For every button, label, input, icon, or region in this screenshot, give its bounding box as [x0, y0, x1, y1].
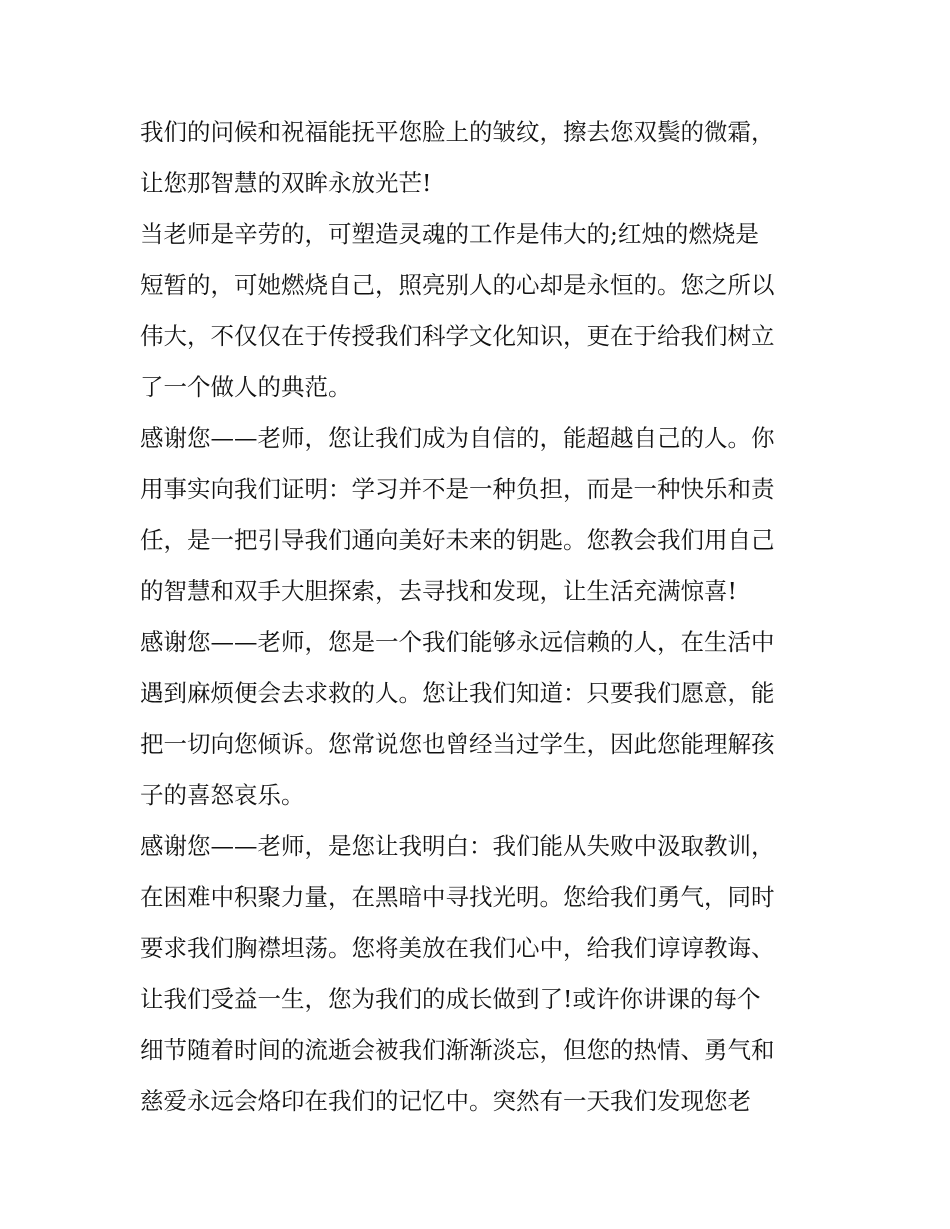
text-line: 慈爱永远会烙印在我们的记忆中。突然有一天我们发现您老: [140, 1087, 751, 1115]
text-line: 要求我们胸襟坦荡。您将美放在我们心中，给我们谆谆教诲、: [140, 934, 775, 962]
text-line: 把一切向您倾诉。您常说您也曾经当过学生，因此您能理解孩: [140, 730, 775, 758]
text-line: 的智慧和双手大胆探索，去寻找和发现，让生活充满惊喜!: [140, 577, 737, 605]
text-line: 当老师是辛劳的，可塑造灵魂的工作是伟大的;红烛的燃烧是: [140, 220, 759, 248]
text-line: 在困难中积聚力量，在黑暗中寻找光明。您给我们勇气，同时: [140, 883, 775, 911]
text-line: 我们的问候和祝福能抚平您脸上的皱纹，擦去您双鬓的微霜，: [140, 118, 775, 146]
text-line: 让您那智慧的双眸永放光芒!: [140, 169, 432, 197]
text-line: 让我们受益一生，您为我们的成长做到了!或许你讲课的每个: [140, 985, 761, 1013]
text-line: 了一个做人的典范。: [140, 373, 352, 401]
text-line: 感谢您——老师，是您让我明白：我们能从失败中汲取教训，: [140, 832, 775, 860]
text-line: 感谢您——老师，您是一个我们能够永远信赖的人，在生活中: [140, 628, 775, 656]
text-line: 伟大，不仅仅在于传授我们科学文化知识，更在于给我们树立: [140, 322, 775, 350]
text-line: 感谢您——老师，您让我们成为自信的，能超越自己的人。你: [140, 424, 775, 452]
text-line: 任，是一把引导我们通向美好未来的钥匙。您教会我们用自己: [140, 526, 775, 554]
text-line: 子的喜怒哀乐。: [140, 781, 305, 809]
body-text: [140, 107, 820, 1127]
text-line: 用事实向我们证明：学习并不是一种负担，而是一种快乐和责: [140, 475, 775, 503]
text-line: 短暂的，可她燃烧自己，照亮别人的心却是永恒的。您之所以: [140, 271, 775, 299]
text-line: 遇到麻烦便会去求救的人。您让我们知道：只要我们愿意，能: [140, 679, 775, 707]
text-line: 细节随着时间的流逝会被我们渐渐淡忘，但您的热情、勇气和: [140, 1036, 775, 1064]
